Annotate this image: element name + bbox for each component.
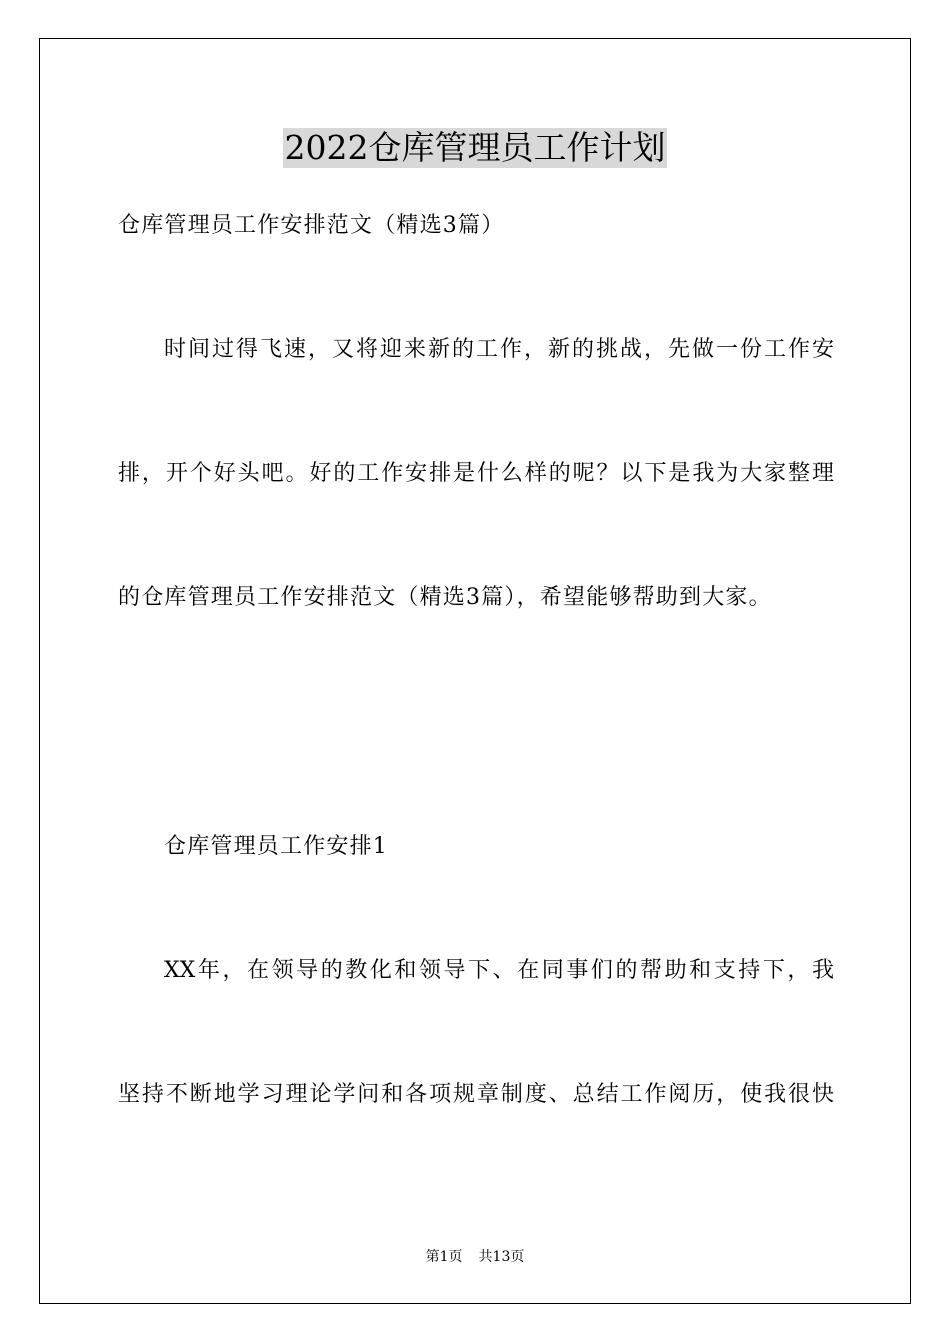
body-line-2: 坚持不断地学习理论学问和各项规章制度、总结工作阅历，使我很快 bbox=[118, 1082, 834, 1107]
page-number: 第1页 bbox=[425, 1249, 463, 1265]
body-line-1: XX年，在领导的教化和领导下、在同事们的帮助和支持下，我 bbox=[164, 958, 834, 983]
page-total: 共13页 bbox=[478, 1249, 525, 1265]
document-title: 2022仓库管理员工作计划 bbox=[284, 128, 666, 167]
title-container bbox=[0, 128, 950, 168]
intro-line-1: 时间过得飞速，又将迎来新的工作，新的挑战，先做一份工作安 bbox=[164, 337, 834, 362]
page-footer bbox=[0, 1248, 950, 1266]
intro-line-2: 排，开个好头吧。好的工作安排是什么样的呢？以下是我为大家整理 bbox=[118, 461, 834, 486]
section-heading: 仓库管理员工作安排1 bbox=[164, 834, 388, 859]
document-subtitle: 仓库管理员工作安排范文（精选3篇） bbox=[118, 213, 505, 238]
intro-line-3: 的仓库管理员工作安排范文（精选3篇），希望能够帮助到大家。 bbox=[118, 585, 772, 610]
